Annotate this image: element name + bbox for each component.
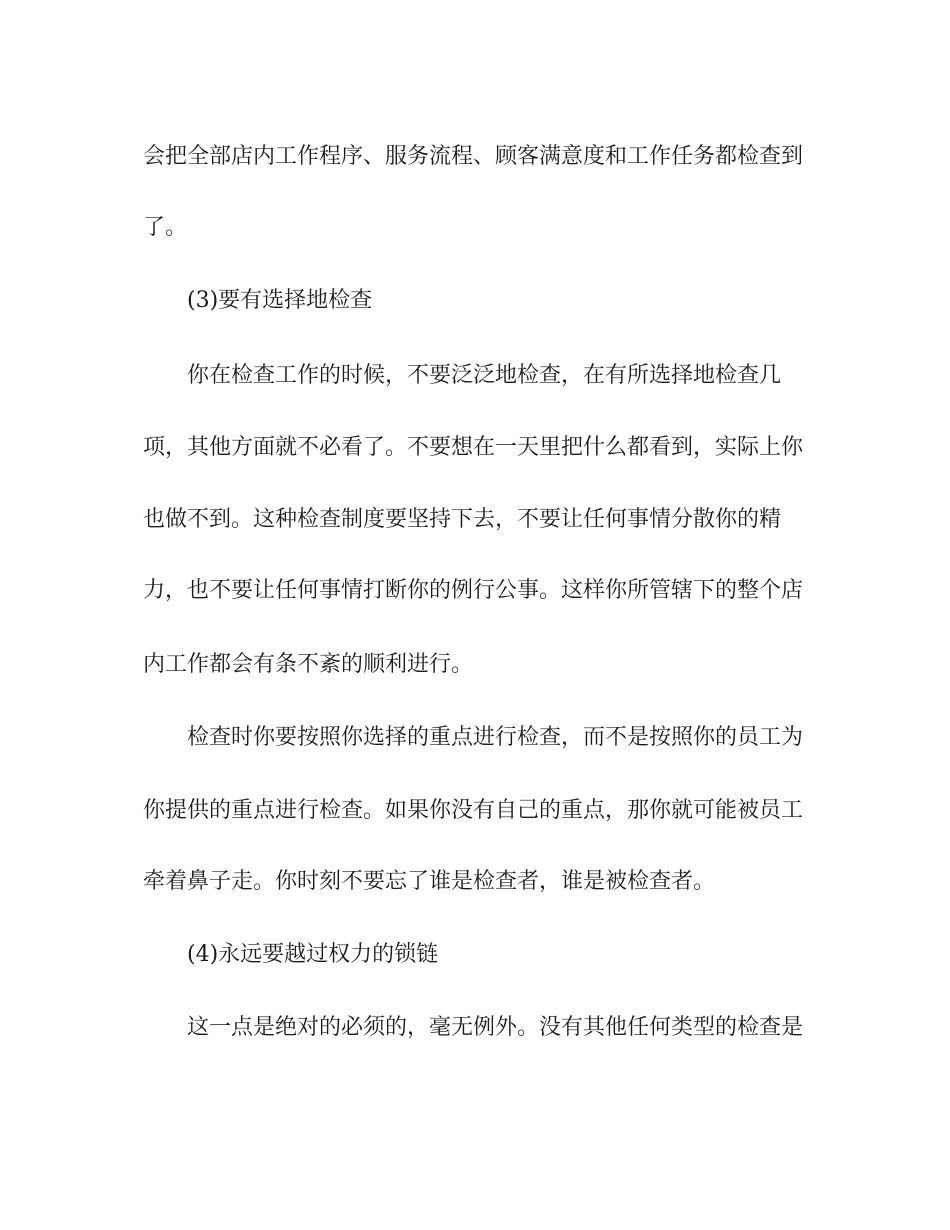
paragraph-line: 了。 — [143, 215, 188, 240]
section-heading: (4)永远要越过权力的锁链 — [187, 942, 439, 967]
paragraph-line: 检查时你要按照你选择的重点进行检查，而不是按照你的员工为 — [187, 725, 804, 750]
paragraph-line: 你在检查工作的时候，不要泛泛地检查，在有所选择地检查几 — [187, 363, 782, 388]
paragraph-line: 你提供的重点进行检查。如果你没有自己的重点，那你就可能被员工 — [143, 798, 804, 823]
paragraph-line: 牵着鼻子走。你时刻不要忘了谁是检查者，谁是被检查者。 — [143, 869, 716, 894]
paragraph-line: 力，也不要让任何事情打断你的例行公事。这样你所管辖下的整个店 — [143, 578, 804, 603]
section-heading: (3)要有选择地检查 — [187, 288, 373, 313]
paragraph-line: 内工作都会有条不紊的顺利进行。 — [143, 652, 474, 677]
paragraph-line: 也做不到。这种检查制度要坚持下去，不要让任何事情分散你的精 — [143, 507, 782, 532]
paragraph-line: 这一点是绝对的必须的，毫无例外。没有其他任何类型的检查是 — [187, 1015, 804, 1040]
paragraph-line: 会把全部店内工作程序、服务流程、顾客满意度和工作任务都检查到 — [143, 144, 804, 169]
paragraph-line: 项，其他方面就不必看了。不要想在一天里把什么都看到，实际上你 — [143, 435, 804, 460]
